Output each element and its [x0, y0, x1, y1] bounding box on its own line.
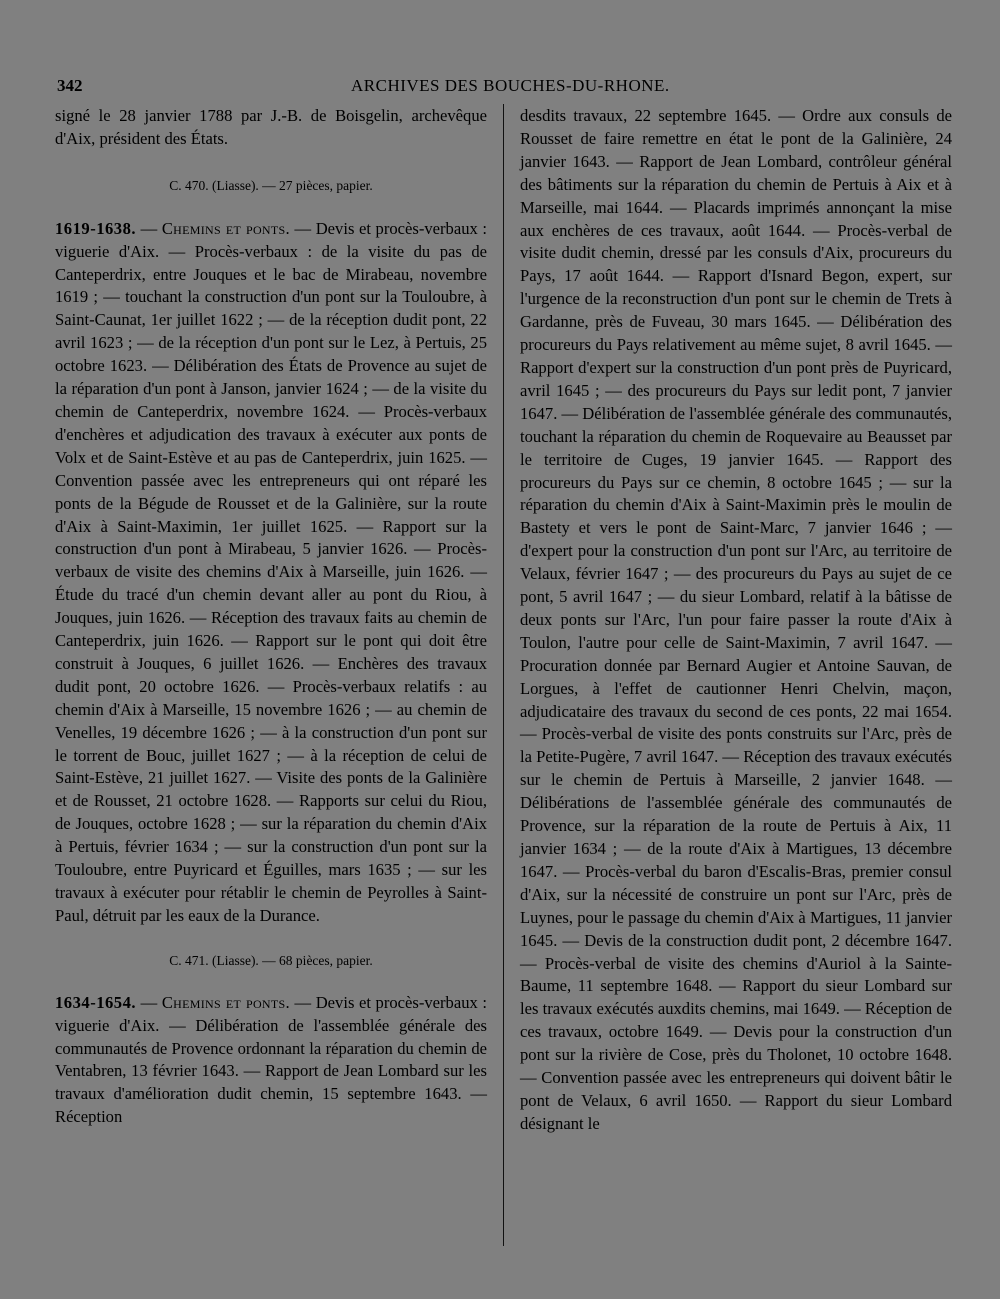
- cote-c471: C. 471. (Liasse). — 68 pièces, papier.: [169, 952, 373, 968]
- running-title: ARCHIVES DES BOUCHES-DU-RHONE.: [351, 76, 670, 95]
- cote-c470: C. 470. (Liasse). — 27 pièces, papier.: [169, 177, 373, 193]
- entry-text-c471: — Devis et procès-verbaux : viguerie d'Aix. — Délibération de l'assemblée générale des communautés de Provence ordonnant la réparation du chemin de Ventabren, 13 février 1643. — Rapport de Jean Lombard sur les travaux d'amélioration dudit chemin, 15 septembre 1643. — Réception: [55, 992, 487, 1127]
- date-range-c471: 1634-1654.: [55, 992, 137, 1012]
- entry-c471-continuation: desdits travaux, 22 septembre 1645. — Ordre aux consuls de Rousset de faire remettre en état le pont de la Galinière, 24 janvier 1643. — Rapport de Jean Lombard, contrôleur général des bâtiments sur la réparation du chemin de Pertuis à Aix et à Marseille, mai 1644. — Placards imprimés annonçant la mise aux enchères de ces travaux, août 1644. — Procès-verbal de visite dudit chemin, dressé par les consuls d'Aix, procureurs du Pays, 17 août 1644. — Rapport d'Isnard Begon, expert, sur l'urgence de la reconstruction d'un pont sur le chemin de Trets à Gardanne, près de Fuveau, 30 mars 1645. — Délibération des procureurs du Pays relativement au même sujet, 8 avril 1645. — Rapport d'expert sur la construction d'un pont près de Puyricard, avril 1645 ; — des procureurs du Pays sur ledit pont, 7 janvier 1647. — Délibération de l'assemblée générale des communautés, touchant la réparation du chemin de Roquevaire au Beausset par le territoire de Cuges, 19 janvier 1645. — Rapport des procureurs du Pays sur ce chemin, 8 octobre 1645 ; — sur la réparation du chemin d'Aix à Saint-Maximin près le moulin de Bastety et vers le pont de Saint-Marc, 7 janvier 1646 ; — d'expert pour la construction d'un pont sur l'Arc, au territoire de Velaux, février 1647 ; — des procureurs du Pays au sujet de ce pont, 5 avril 1647 ; — du sieur Lombard, relatif à la bâtisse de deux ponts sur l'Arc, l'un pour faire passer la route d'Aix à Toulon, l'autre pour celle de Saint-Maximin, 7 avril 1647. — Procuration donnée par Bernard Augier et Antoine Sauvan, de Lorgues, à l'effet de cautionner Henri Chelvin, maçon, adjudicataire des travaux du second de ces ponts, 22 mai 1654. — Procès-verbal de visite des ponts construits sur l'Arc, près de la Petite-Pugère, 7 avril 1647. — Réception des travaux exécutés sur le chemin de Pertuis à Marseille, 2 janvier 1648. — Délibérations de l'assemblée générale des communautés de Provence, sur la réparation de la route de Pertuis à Aix, 11 janvier 1634 ; — de la route d'Aix à Martigues, 13 décembre 1647. — Procès-verbal du baron d'Escalis-Bras, premier consul d'Aix, sur la nécessité de construire un pont sur l'Arc, près de Luynes, pour le passage du chemin d'Aix à Martigues, 11 janvier 1645. — Devis de la construction dudit pont, 2 décembre 1647. — Procès-verbal de visite des chemins d'Auriol à la Sainte-Baume, 11 septembre 1648. — Rapport du sieur Lombard sur les travaux exécutés auxdits chemins, mai 1649. — Réception de ces travaux, octobre 1649. — Devis pour la construction d'un pont sur la rivière de Cose, près du Tholonet, 10 octobre 1648. — Convention passée avec les entrepreneurs qui doivent bâtir le pont de Velaux, 6 avril 1650. — Rapport du sieur Lombard désignant le: [520, 106, 952, 1133]
- rubric-c470: Chemins et ponts.: [161, 218, 290, 238]
- entry-text-c470: — Devis et procès-verbaux : viguerie d'Aix. — Procès-verbaux : de la visite du pas de Canteperdrix, entre Jouques et le bac de Mirabeau, novembre 1619 ; — touchant la construction d'un pont sur la Touloubre, à Saint-Caunat, 1er juillet 1622 ; — de la réception dudit pont, 22 avril 1623 ; — de la réception d'un pont sur le Lez, à Pertuis, 25 octobre 1623. — Délibération des États de Provence au sujet de la réparation d'un pont à Janson, janvier 1624 ; — de la visite du chemin de Canteperdrix, novembre 1624. — Procès-verbaux d'enchères et adjudication des travaux à exécuter aux ponts de Volx et de Saint-Estève et au pas de Canteperdrix, juin 1625. — Convention passée avec les entrepreneurs qui ont réparé les ponts de la Bégude de Rousset et de la Galinière, sur la route d'Aix à Saint-Maximin, 1er juillet 1625. — Rapport sur la construction d'un pont à Mirabeau, 5 janvier 1626. — Procès-verbaux de visite des chemins d'Aix à Marseille, juin 1626. — Étude du tracé d'un chemin devant aller au pont du Riou, à Jouques, juin 1626. — Réception des travaux faits au chemin de Canteperdrix, juin 1626. — Rapport sur le pont qui doit être construit à Jouques, 6 juillet 1626. — Enchères des travaux dudit pont, 20 octobre 1626. — Procès-verbaux relatifs : au chemin d'Aix à Marseille, 15 novembre 1626 ; — au chemin de Venelles, 19 décembre 1626 ; — à la construction d'un pont sur le torrent de Bouc, juillet 1627 ; — à la réception de celui de Saint-Estève, 21 juillet 1627. — Visite des ponts de la Galinière et de Rousset, 21 octobre 1628. — Rapports sur celui du Riou, de Jouques, octobre 1628 ; — sur la réparation du chemin d'Aix à Pertuis, février 1634 ; — sur la construction d'un pont sur la Touloubre, entre Puyricard et Éguilles, mars 1635 ; — sur les travaux à exécuter pour rétablir le chemin de Peyrolles à Saint-Paul, détruit par les eaux de la Durance.: [55, 218, 487, 925]
- rubric-separator: —: [136, 992, 162, 1012]
- left-column: [55, 105, 487, 1129]
- rubric-c471: Chemins et ponts.: [161, 992, 290, 1012]
- page-header: [57, 76, 957, 98]
- right-column: [520, 105, 952, 1136]
- entry-c471: [55, 992, 487, 1129]
- entry-c470: [55, 218, 487, 928]
- page-number: 342: [57, 76, 83, 95]
- continuation-paragraph: signé le 28 janvier 1788 par J.-B. de Boisgelin, archevêque d'Aix, président des États.: [55, 106, 487, 148]
- rubric-separator: —: [136, 218, 162, 238]
- date-range-c470: 1619-1638.: [55, 218, 137, 238]
- column-divider: [503, 104, 504, 1246]
